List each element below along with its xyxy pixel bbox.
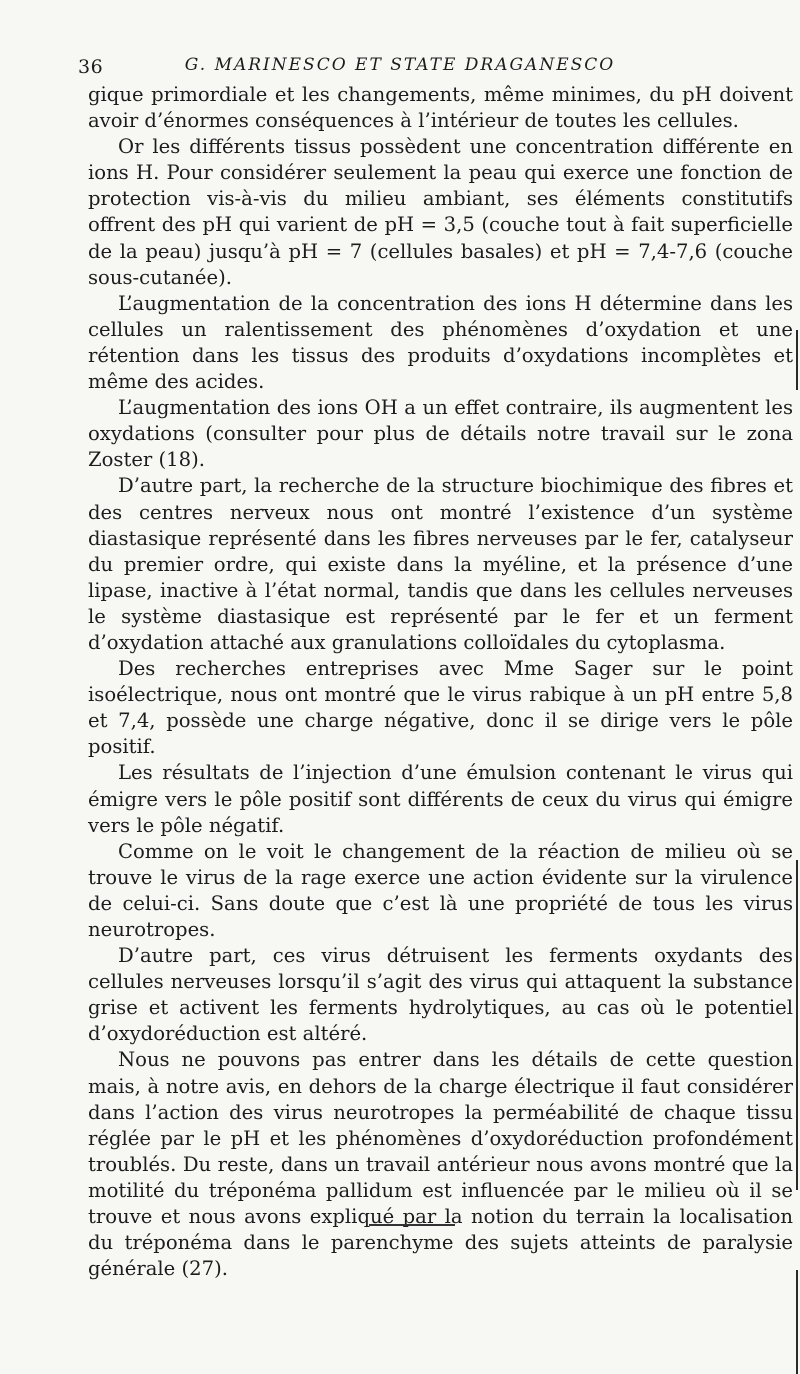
paragraph: Nous ne pouvons pas entrer dans les détails de cette question mais, à notre avis, en dehors de la charge électrique il faut considérer dans l’action des virus neurotropes la perméabilité de chaque tissu réglée par le pH et les phénomènes d’oxydoréduction profondément troublés. Du reste, dans un travail antérieur nous avons montré que la motilité du tréponéma pallidum est influencée par le milieu où il se trouve et nous avons expliqué par la notion du terrain la localisation du tréponéma dans le parenchyme des sujets atteints de paralysie générale (27). xyxy=(88,1048,793,1281)
running-head: G. MARINESCO ET STATE DRAGANESCO xyxy=(184,55,616,75)
paragraph: Les résultats de l’injection d’une émulsion contenant le virus qui émigre vers le pôle positif sont différents de ceux du virus qui émigre vers le pôle négatif. xyxy=(88,761,793,837)
paragraph: Des recherches entreprises avec Mme Sager sur le point isoélectrique, nous ont montré que le virus rabique à un pH entre 5,8 et 7,4, possède une charge négative, donc il se dirige vers le pôle positif. xyxy=(88,657,793,759)
section-end-rule xyxy=(369,1224,455,1226)
paragraph: Or les différents tissus possèdent une concentration différente en ions H. Pour considérer seulement la peau qui exerce une fonction de protection vis-à-vis du milieu ambiant, ses éléments constitutifs offrent des pH qui varient de pH = 3,5 (couche tout à fait superficielle de la peau) jusqu’à pH = 7 (cellules basales) et pH = 7,4-7,6 (couche sous-cutanée). xyxy=(88,135,793,289)
paragraph: D’autre part, ces virus détruisent les ferments oxydants des cellules nerveuses lorsqu’il s’agit des virus qui attaquent la substance grise et activent les ferments hydrolytiques, au cas où le potentiel d’oxydoréduction est altéré. xyxy=(88,944,793,1046)
paragraph: L’augmentation de la concentration des ions H détermine dans les cellules un ralentissement des phénomènes d’oxydation et une rétention dans les tissus des produits d’oxydations incomplètes et même des acides. xyxy=(88,291,793,394)
paragraph: D’autre part, la recherche de la structure biochimique des fibres et des centres nerveux nous ont montré l’existence d’un système diastasique représenté dans les fibres nerveuses par le fer, catalyseur du premier ordre, qui existe dans la myéline, et la présence d’une lipase, inactive à l’état normal, tandis que dans les cellules nerveuses le système diastasique est représenté par le fer et un ferment d’oxydation attaché aux granulations colloïdales du cytoplasma. xyxy=(88,474,793,654)
scan-edge-line xyxy=(796,860,798,1190)
scan-edge-line xyxy=(796,330,798,390)
page-number: 36 xyxy=(78,56,104,78)
paragraph: gique primordiale et les changements, même minimes, du pH doivent avoir d’énormes conséquences à l’intérieur de toutes les cellules. xyxy=(88,83,793,133)
scan-edge-line xyxy=(796,1270,798,1374)
body-text xyxy=(88,82,793,1282)
paragraph: L’augmentation des ions OH a un effet contraire, ils augmentent les oxydations (consulter pour plus de détails notre travail sur le zona Zoster (18). xyxy=(88,396,793,472)
paragraph: Comme on le voit le changement de la réaction de milieu où se trouve le virus de la rage exerce une action évidente sur la virulence de celui-ci. Sans doute que c’est là une propriété de tous les virus neurotropes. xyxy=(88,839,793,941)
